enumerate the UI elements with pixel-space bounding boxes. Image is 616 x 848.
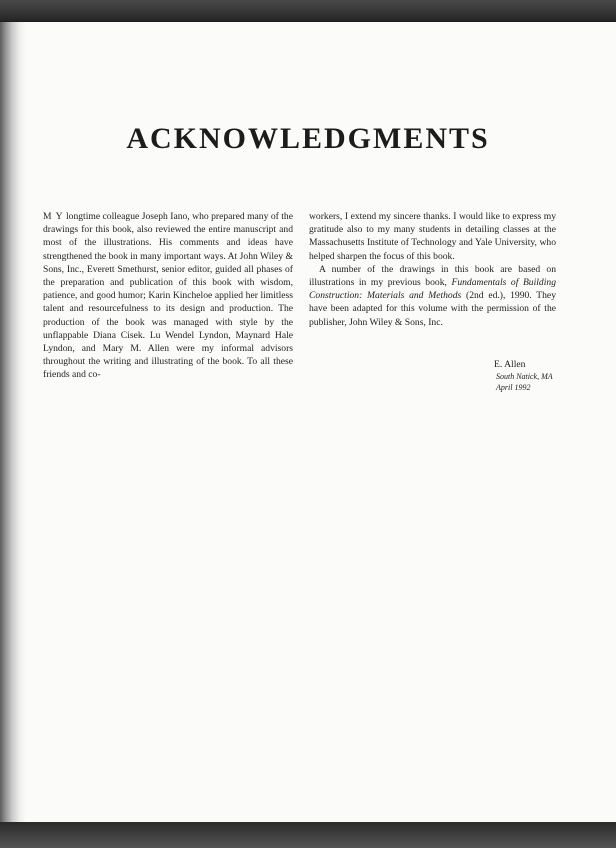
dropcap: M Y [43,211,64,222]
signature-name: E. Allen [494,359,526,370]
book-title: Fundamentals of Building Construction: Materials and Methods [309,277,556,302]
signature-block [480,358,590,393]
paragraph-right-2-start: A number of the drawings in this book are based on illustrations in my previous book, [309,263,556,289]
paragraph-left [43,210,293,382]
paragraph-left-text: longtime colleague Joseph Iano, who prepared many of the drawings for this book, also reviewed the entire manuscript and most of the illustrations. His comments and ideas have strengthened the book in many important ways. At John Wiley & Sons, Inc., Everett Smethurst, senior editor, guided all phases of the preparation and publication of this book with wisdom, patience, and good humor; Karin Kincheloe applied her limitless talent and resourcefulness to its design and production. The production of the book was managed with style by the unflappable Diana Cisek. Lu Wendel Lyndon, Maynard Hale Lyndon, and Mary M. Allen were my informal advisors throughout the writing and illustrating of the book. To all these friends and co- [43,211,293,381]
signature-date: April 1992 [496,383,531,392]
right-column [309,210,556,329]
signature-location: South Natick, MA [496,372,553,381]
paragraph-right-2 [309,263,556,329]
left-column [43,210,293,382]
book-page [0,22,616,826]
scan-bottom-border [0,822,616,848]
paragraph-right-1: workers, I extend my sincere thanks. I would like to express my gratitude also to my many students in detailing classes at the Massachusetts Institute of Technology and Yale University, who helped sharpen the focus of this book. [309,211,556,262]
page-title: ACKNOWLEDGMENTS [126,122,490,155]
paragraph-right-2-end: (2nd ed.), 1990. They have been adapted for this volume with the permission of the publisher, John Wiley & Sons, Inc. [309,290,556,328]
